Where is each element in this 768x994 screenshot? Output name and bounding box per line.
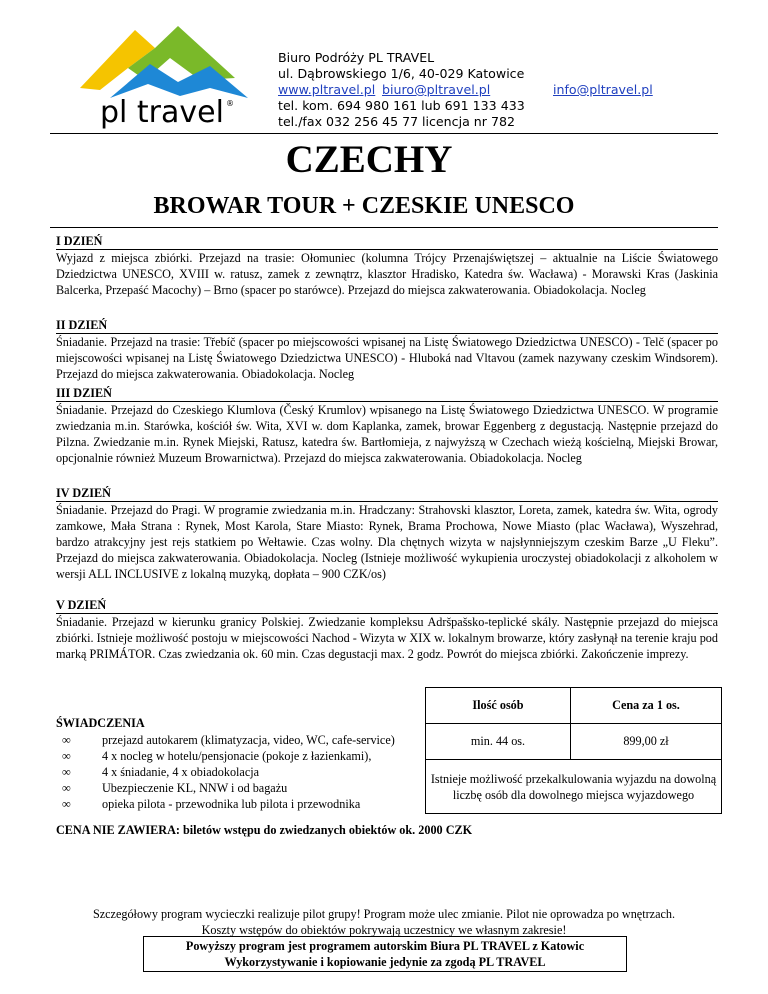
services-list — [62, 732, 395, 812]
day-4-text: Śniadanie. Przejazd do Pragi. W programie zwiedzania m.in. Hradczany: Strahovski klasztor, Loreta, zamek, katedra św. Wita, ogrody zamkowe, Mała Strana : Rynek, Most Karola, Stare Miasto: Rynek, Brama Prochowa, Nowe Miasto (plac Wacława), Wyszehrad, bardzo atrakcyjny jest rejs statkiem po Wełtawie. Czas wolny. Dla chętnych wizyta w najsłynniejszym czeskim Barze „U Fleku”. Przejazd do miejsca zakwaterowania. Obiadokolacja. Nocleg (Istnieje możliwość wykupienia uroczystej obiadokolacji z alkoholem w wersji ALL INCLUSIVE z lokalną muzyką, dopłata – 900 CZK/os) — [56, 503, 718, 581]
price-table — [425, 687, 722, 814]
table-cell: 899,00 zł — [571, 724, 722, 760]
bullet: ∞ — [62, 781, 71, 795]
license-number: licencja nr 782 — [422, 114, 515, 129]
footer-notes: Szczegółowy program wycieczki realizuje pilot grupy! Program może ulec zmianie. Pilot nie oprowadza po wnętrzach. Koszty wstępów do obiektów pokrywają uczestnicy we własnym zakresie! — [92, 907, 676, 937]
day-1-heading: I DZIEŃ — [56, 234, 718, 250]
email-link-info[interactable]: info@pltravel.pl — [553, 82, 653, 97]
day-2-text: Śniadanie. Przejazd na trasie: Třebíč (spacer po miejscowości wpisanej na Listę Światowego Dziedzictwa UNESCO) - Telč (spacer po miejscowości wpisanej na Listę Światowego Dziedzictwa UNESCO) - Hluboká nad Vltavou (zamek nazywany czeskim Windsorem). Przejazd do miejsca zakwaterowania. Obiadokolacja. Nocleg — [56, 335, 718, 381]
day-5-text: Śniadanie. Przejazd w kierunku granicy Polskiej. Zwiedzanie kompleksu Adršpašsko-teplické skály. Następnie przejazd do miejsca zbiórki. Istnieje możliwość postoju w miejscowości Nachod - Wizyta w XIX w. lokalnym browarze, który zasłynął na terenie kraju pod marką PRIMÁTOR. Czas zwiedzania ok. 60 min. Czas degustacji max. 2 godz. Powrót do miejsca zbiórki. Zakończenie imprezy. — [56, 615, 718, 661]
list-item: ∞ przejazd autokarem (klimatyzacja, video, WC, cafe-service) — [62, 733, 395, 747]
bullet: ∞ — [62, 733, 71, 747]
phone-numbers: tel. kom. 694 980 161 lub 691 133 433 — [278, 98, 525, 113]
day-3-text: Śniadanie. Przejazd do Czeskiego Klumlova (Český Krumlov) wpisanego na Listę Światowego Dziedzictwa UNESCO. W programie zwiedzania m.in. Starówka, kościół św. Wita, XVI w. dom Kaplanka, zamek, browar Eggenberg z degustacją. Następnie przejazd do Pilzna. Zwiedzanie m.in. Rynek Miejski, Ratusz, katedra św. Bartłomieja, z najwyższą w Czechach wieżą kościelną, Miejski Browar, opcjonalnie również Muzeum Browarnictwa). Przejazd do miejsca zakwaterowania. Obiadokolacja. Nocleg — [56, 403, 718, 465]
day-3-heading: III DZIEŃ — [56, 386, 718, 402]
price-note: Istnieje możliwość przekalkulowania wyjazdu na dowolną liczbę osób dla dowolnego miejsca wyjazdowego — [426, 760, 722, 814]
logo-text: pl travel — [100, 95, 224, 130]
bullet: ∞ — [62, 797, 71, 811]
company-name: Biuro Podróży PL TRAVEL — [278, 50, 435, 65]
day-1-text: Wyjazd z miejsca zbiórki. Przejazd na trasie: Ołomuniec (kolumna Trójcy Przenajświętszej – aktualnie na Liście Światowego Dziedzictwa UNESCO, XVIII w. ratusz, zamek z zewnątrz, klasztor Hradisko, Katedra św. Wacława) - Morawski Kras (Jaskinia Balcerka, Przepaść Macochy) – Brno (spacer po starówce). Przejazd do miejsca zakwaterowania. Obiadokolacja. Nocleg — [56, 251, 718, 297]
copyright-box: Powyższy program jest programem autorskim Biura PL TRAVEL z Katowic Wykorzystywanie i kopiowanie jedynie za zgodą PL TRAVEL — [143, 936, 627, 972]
page-subtitle: BROWAR TOUR + CZESKIE UNESCO — [153, 193, 575, 219]
bullet: ∞ — [62, 765, 71, 779]
services-title: ŚWIADCZENIA — [56, 716, 145, 730]
divider — [50, 227, 718, 228]
list-item: ∞ 4 x śniadanie, 4 x obiadokolacja — [62, 765, 260, 779]
email-link-biuro[interactable]: biuro@pltravel.pl — [382, 82, 491, 97]
website-link[interactable]: www.pltravel.pl — [278, 82, 376, 97]
list-item: ∞ opieka pilota - przewodnika lub pilota i przewodnika — [62, 797, 361, 811]
company-address: ul. Dąbrowskiego 1/6, 40-029 Katowice — [278, 66, 525, 81]
divider — [50, 133, 718, 134]
list-item: ∞ Ubezpieczenie KL, NNW i od bagażu — [62, 781, 288, 795]
list-item: ∞ 4 x nocleg w hotelu/pensjonacie (pokoje z łazienkami), — [62, 749, 372, 763]
table-cell: min. 44 os. — [426, 724, 571, 760]
day-5-heading: V DZIEŃ — [56, 598, 718, 614]
page-title: CZECHY — [285, 138, 453, 181]
day-2-heading: II DZIEŃ — [56, 318, 718, 334]
not-included: CENA NIE ZAWIERA: biletów wstępu do zwiedzanych obiektów ok. 2000 CZK — [56, 823, 473, 837]
table-header: Ilość osób — [426, 688, 571, 724]
svg-text:®: ® — [226, 99, 234, 108]
fax-number: tel./fax 032 256 45 77 — [278, 114, 419, 129]
company-logo — [60, 18, 265, 130]
bullet: ∞ — [62, 749, 71, 763]
day-4-heading: IV DZIEŃ — [56, 486, 718, 502]
table-header: Cena za 1 os. — [571, 688, 722, 724]
